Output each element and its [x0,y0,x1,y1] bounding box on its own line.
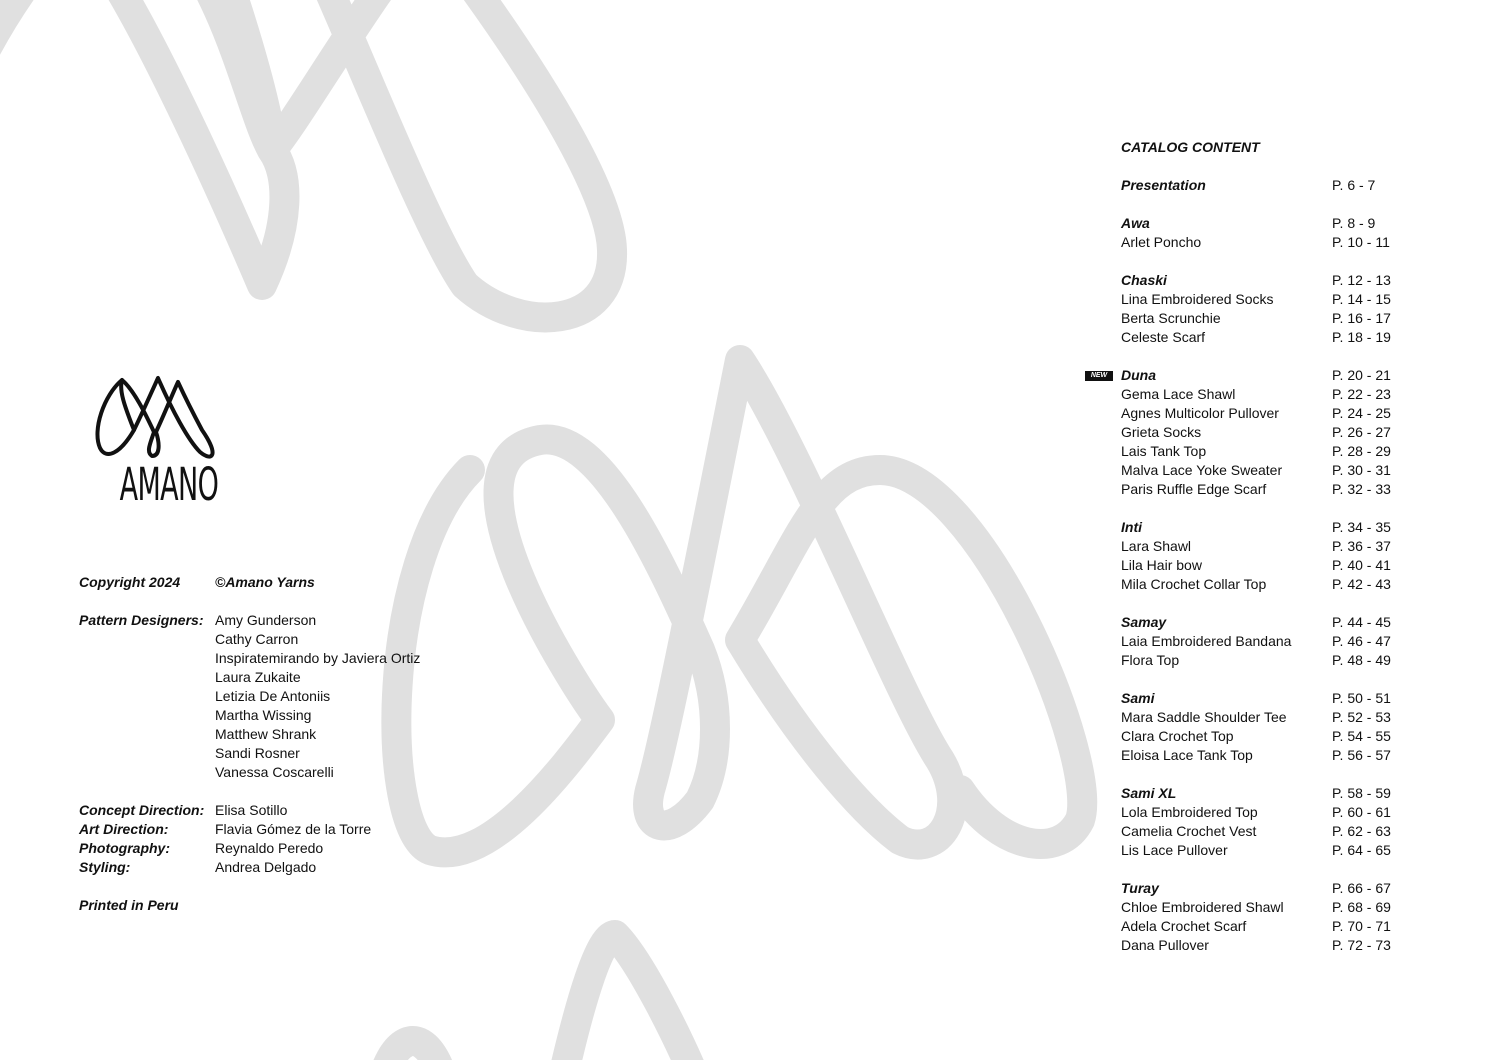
catalog-list [1090,176,1391,955]
catalog-item-row [1121,651,1391,670]
catalog-item-row [1121,480,1391,499]
role-row [79,839,420,858]
catalog-title: CATALOG CONTENT [1121,139,1260,155]
catalog-section-pages: P. 6 - 7 [1332,177,1376,193]
catalog-item-row [1121,404,1391,423]
designer-name: Sandi Rosner [215,745,300,761]
catalog-section-name: Duna [1121,367,1156,383]
catalog-item-pages: P. 16 - 17 [1332,310,1391,326]
catalog-item-row [1121,898,1391,917]
role-value: Elisa Sotillo [215,802,288,818]
catalog-item-row [1121,746,1391,765]
catalog-item-name: Paris Ruffle Edge Scarf [1121,481,1267,497]
copyright-value: ©Amano Yarns [215,574,315,590]
designers-row [79,611,420,630]
role-label: Styling: [79,859,131,875]
catalog-item-pages: P. 64 - 65 [1332,842,1391,858]
catalog-section-pages: P. 8 - 9 [1332,215,1376,231]
catalog-item-name: Agnes Multicolor Pullover [1121,405,1279,421]
catalog-section-row [1121,784,1391,803]
catalog-section-name: Samay [1121,614,1167,630]
catalog-item-name: Mara Saddle Shoulder Tee [1121,709,1287,725]
catalog-item-row [1121,822,1391,841]
catalog-section-pages: P. 50 - 51 [1332,690,1391,706]
designer-name: Laura Zukaite [215,669,301,685]
catalog-item-name: Mila Crochet Collar Top [1121,576,1267,592]
catalog-item-row [1121,575,1391,594]
catalog-item-name: Lila Hair bow [1121,557,1202,573]
role-value: Reynaldo Peredo [215,840,324,856]
designer-name: Inspiratemirando by Javiera Ortiz [215,650,421,666]
catalog-section-name: Awa [1121,215,1150,231]
catalog-item-name: Berta Scrunchie [1121,310,1221,326]
copyright-row [79,573,420,592]
catalog-item-pages: P. 52 - 53 [1332,709,1391,725]
catalog-item-row [1121,385,1391,404]
designers-label: Pattern Designers: [79,612,204,628]
designer-name: Cathy Carron [215,631,299,647]
catalog-section-row [1121,176,1391,195]
catalog-section-name: Presentation [1121,177,1206,193]
catalog-item-name: Laia Embroidered Bandana [1121,633,1292,649]
catalog-item-pages: P. 32 - 33 [1332,481,1391,497]
catalog-item-pages: P. 48 - 49 [1332,652,1391,668]
designer-name: Martha Wissing [215,707,312,723]
catalog-item-row [1121,727,1391,746]
catalog-section-row [1121,271,1391,290]
designer-name: Vanessa Coscarelli [215,764,334,780]
catalog-item-row [1121,461,1391,480]
catalog-section-pages: P. 20 - 21 [1332,367,1391,383]
catalog-item-pages: P. 30 - 31 [1332,462,1391,478]
logo-wordmark: AMANO [119,458,219,511]
catalog-contents [1090,138,1391,955]
catalog-item-row [1121,917,1391,936]
catalog-section-row [1121,214,1391,233]
catalog-item-pages: P. 56 - 57 [1332,747,1391,763]
copyright-label: Copyright 2024 [79,574,181,590]
role-row [79,858,420,877]
catalog-item-name: Lis Lace Pullover [1121,842,1228,858]
catalog-section-pages: P. 58 - 59 [1332,785,1391,801]
catalog-item-pages: P. 72 - 73 [1332,937,1391,953]
catalog-section-name: Sami [1121,690,1155,706]
catalog-item-name: Arlet Poncho [1121,234,1202,250]
catalog-item-name: Camelia Crochet Vest [1121,823,1257,839]
catalog-section-name: Chaski [1121,272,1167,288]
catalog-item-row [1121,936,1391,955]
role-label: Photography: [79,840,170,856]
catalog-item-name: Lina Embroidered Socks [1121,291,1274,307]
watermark-mark-middle [396,360,1082,852]
catalog-item-row [1121,309,1391,328]
designer-name: Amy Gunderson [215,612,317,628]
catalog-section-pages: P. 66 - 67 [1332,880,1391,896]
catalog-section-row [1121,879,1391,898]
catalog-item-row [1121,290,1391,309]
catalog-item-name: Gema Lace Shawl [1121,386,1236,402]
role-value: Andrea Delgado [215,859,317,875]
catalog-item-name: Chloe Embroidered Shawl [1121,899,1284,915]
printed-note: Printed in Peru [79,897,179,913]
catalog-item-pages: P. 70 - 71 [1332,918,1391,934]
catalog-section-name: Sami XL [1121,785,1177,801]
catalog-section-name: Inti [1121,519,1142,535]
catalog-item-row [1121,556,1391,575]
catalog-item-name: Lara Shawl [1121,538,1192,554]
catalog-section-row [1121,613,1391,632]
role-row [79,801,420,820]
catalog-item-row [1121,233,1391,252]
catalog-item-name: Lola Embroidered Top [1121,804,1258,820]
role-value: Flavia Gómez de la Torre [215,821,372,837]
catalog-item-row [1121,328,1391,347]
catalog-item-name: Dana Pullover [1121,937,1209,953]
catalog-item-pages: P. 26 - 27 [1332,424,1391,440]
catalog-item-pages: P. 68 - 69 [1332,899,1391,915]
catalog-item-row [1121,708,1391,727]
catalog-item-pages: P. 46 - 47 [1332,633,1391,649]
designer-name: Matthew Shrank [215,726,317,742]
catalog-item-name: Grieta Socks [1121,424,1202,440]
catalog-section-row [1090,366,1391,385]
new-badge: NEW [1085,371,1113,381]
role-label: Art Direction: [79,821,169,837]
catalog-item-name: Eloisa Lace Tank Top [1121,747,1253,763]
catalog-item-row [1121,537,1391,556]
catalog-item-pages: P. 62 - 63 [1332,823,1391,839]
catalog-item-row [1121,841,1391,860]
catalog-item-pages: P. 14 - 15 [1332,291,1391,307]
catalog-item-pages: P. 42 - 43 [1332,576,1391,592]
catalog-section-row [1121,689,1391,708]
catalog-item-row [1121,442,1391,461]
catalog-item-pages: P. 28 - 29 [1332,443,1391,459]
role-label: Concept Direction: [79,802,205,818]
catalog-item-row [1121,803,1391,822]
catalog-item-pages: P. 18 - 19 [1332,329,1391,345]
catalog-section-row [1121,518,1391,537]
catalog-section-pages: P. 12 - 13 [1332,272,1391,288]
catalog-item-row [1121,423,1391,442]
catalog-item-name: Clara Crochet Top [1121,728,1234,744]
catalog-item-pages: P. 60 - 61 [1332,804,1391,820]
catalog-item-pages: P. 36 - 37 [1332,538,1391,554]
catalog-section-name: Turay [1121,880,1159,896]
catalog-section-pages: P. 44 - 45 [1332,614,1391,630]
catalog-item-name: Flora Top [1121,652,1180,668]
role-row [79,820,420,839]
watermark-mark-top [0,0,612,330]
designer-name: Letizia De Antoniis [215,688,331,704]
catalog-item-pages: P. 40 - 41 [1332,557,1391,573]
credits-block [79,573,420,915]
catalog-item-pages: P. 54 - 55 [1332,728,1391,744]
catalog-item-pages: P. 22 - 23 [1332,386,1391,402]
catalog-item-name: Celeste Scarf [1121,329,1206,345]
catalog-item-pages: P. 10 - 11 [1332,234,1390,250]
catalog-section-pages: P. 34 - 35 [1332,519,1391,535]
catalog-item-pages: P. 24 - 25 [1332,405,1391,421]
catalog-item-row [1121,632,1391,651]
catalog-item-name: Lais Tank Top [1121,443,1207,459]
watermark-mark-bottom [380,935,700,1060]
catalog-item-name: Malva Lace Yoke Sweater [1121,462,1283,478]
catalog-item-name: Adela Crochet Scarf [1121,918,1247,934]
